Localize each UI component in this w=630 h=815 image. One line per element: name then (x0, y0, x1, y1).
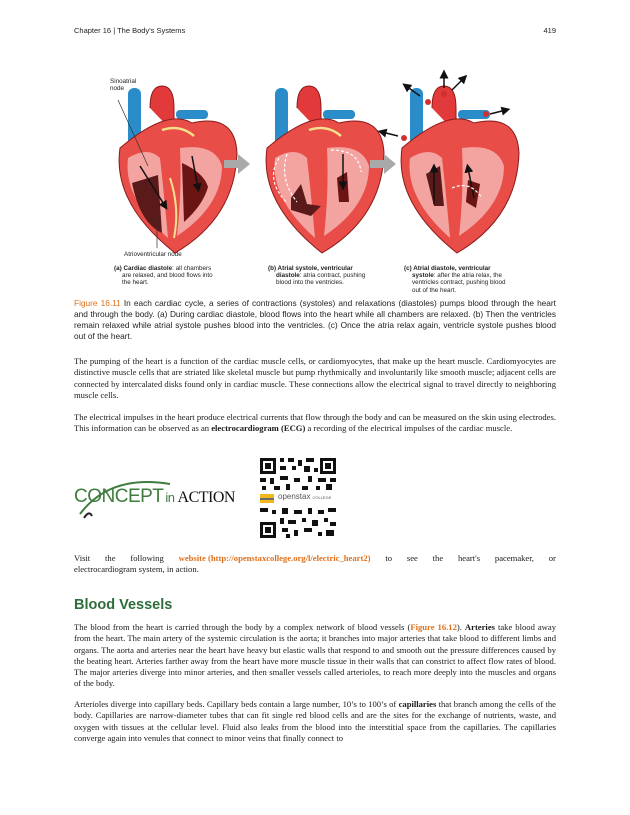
visit-word-4: to (385, 553, 393, 563)
cardiac-cycle-illustration (74, 48, 556, 298)
panel-c-title2: systole (412, 272, 434, 280)
figure-caption-text: In each cardiac cycle, a series of contractions (systoles) and relaxations (diastoles) pumps blood through the heart and through the body. (a) During cardiac diastole, blood flows into the heart while all chambers are relaxed. (b) Then the ventricles remain relaxed while atrial systole pushes blood into the ventricles. (c) Once the atria relax again, ventricle systole pushes blood out of the heart. (74, 298, 556, 342)
visit-word-8: pacemaker, (494, 553, 534, 563)
ecg-text-after: a recording of the electrical impulses of the cardiac muscle. (305, 423, 513, 434)
concept-word: CONCEPT (74, 486, 164, 507)
running-header-chapter: Chapter 16 | The Body's Systems (74, 26, 186, 35)
figure-caption (74, 298, 556, 342)
arteries-text-2: ). (456, 622, 465, 632)
figure-label: Figure 16.11 (74, 298, 121, 308)
capillaries-text-2: that branch among the cells of the body. Capillaries are narrow-diameter tubes that can fit single red blood cells and are the sites for the exchange of nutrients, waste, and oxygen with tissues at the cellular level. Fluid also leaks from the blood into the interstitial space from the capillaries. The capillaries converge again into venules that connect to minor veins that finally connect to (74, 699, 556, 743)
label-sinoatrial-node (110, 78, 136, 93)
panel-a-caption (114, 265, 240, 287)
panel-b-title: (b) Atrial systole, ventricular (268, 265, 353, 272)
visit-line-2: electrocardiogram system, in action. (74, 564, 199, 575)
page-number: 419 (543, 26, 556, 35)
paragraph-cardiomyocytes: The pumping of the heart is a function of the cardiac muscle cells, or cardiomyocytes, that make up the heart muscle. Cardiomyocytes are distinctive muscle cells that are striated like skeletal muscle but pump rhythmically and involuntarily like smooth muscle; adjacent cells are connected by intercalated disks found only in cardiac muscle. These connections allow the electrical signal to travel directly to neighboring muscle cells. (74, 356, 556, 400)
website-link[interactable] (179, 553, 371, 564)
arteries-text-1: The blood from the heart is carried through the body by a complex network of blood vessels ( (74, 622, 411, 632)
visit-word-6: the (432, 553, 444, 563)
label-sinoatrial-line2: node (110, 85, 125, 93)
paragraph-ecg (74, 412, 556, 435)
label-atrioventricular-node: Atrioventricular node (124, 251, 182, 258)
figure-16-11 (74, 48, 556, 298)
section-heading-blood-vessels: Blood Vessels (74, 597, 173, 613)
panel-a-line2: are relaxed, and blood flows into (122, 272, 213, 280)
concept-in-word: in (165, 490, 175, 505)
visit-word-2: the (105, 553, 116, 563)
panel-c-title: (c) Atrial diastole, ventricular (404, 265, 491, 272)
heart-a-diastole (119, 86, 237, 253)
label-sinoatrial-line1: Sinoatrial (110, 78, 137, 85)
panel-c-line4: out of the heart. (412, 286, 457, 294)
visit-website-paragraph (74, 553, 556, 576)
capillaries-term: capillaries (398, 699, 437, 709)
visit-word-1: Visit (74, 553, 91, 563)
arteries-text-3: take blood away from the heart. The main artery of the systemic circulation is the aorta; it branches into major arteries that take blood to different limbs and organs. The aorta and arteries near the heart have heavy but elastic walls that respond to and smooth out the pressure differences caused by the beating heart. Arteries farther away from the heart have more muscle tissue in their walls that can constrict to affect flow rates of blood. The major arteries diverge into minor arteries, and then smaller vessels called arterioles, to reach more deeply into the muscles and organs of the body. (74, 622, 556, 689)
heart-c-ventricular-systole (382, 74, 519, 253)
visit-word-7: heart's (457, 553, 481, 563)
concept-in-action-logo (70, 470, 240, 530)
qr-code-block[interactable] (258, 456, 338, 540)
openstax-brand: openstax (278, 492, 311, 501)
panel-c-caption (404, 265, 530, 294)
visit-word-5: see (406, 553, 418, 563)
openstax-college: COLLEGE (312, 495, 332, 500)
visit-word-3: following (130, 553, 164, 563)
figure-16-12-link[interactable]: Figure 16.12 (410, 622, 457, 632)
capillaries-text-1: Arterioles diverge into capillary beds. Capillary beds contain a large number, 10’s to 100’s of (74, 699, 399, 709)
visit-word-9: or (548, 553, 556, 563)
website-link-url[interactable]: (http://openstaxcollege.org/l/electric_heart2) (207, 553, 371, 563)
panel-a-title: (a) Cardiac diastole (114, 265, 173, 272)
heart-b-atrial-systole (266, 86, 384, 253)
panel-b-line3: blood into the ventricles. (276, 279, 344, 287)
paragraph-arteries (74, 622, 556, 690)
panel-b-text-first: : atria contract, pushing (299, 272, 366, 280)
concept-action-word: ACTION (177, 489, 235, 506)
paragraph-capillaries (74, 699, 556, 744)
panel-a-line3: the heart. (122, 279, 149, 287)
panel-b-title2: diastole (276, 272, 300, 280)
panel-c-line3: ventricles contract, pushing blood (412, 279, 506, 287)
arteries-term: Arteries (464, 622, 495, 632)
website-link-word[interactable]: website (178, 553, 206, 563)
ecg-text-before: The electrical impulses in the heart produce electrical currents that flow through the body and can be measured on the skin using electrodes. This information can be observed as an (74, 412, 556, 434)
panel-a-text-first: : all chambers (172, 265, 212, 272)
panel-c-text-first: : after the atria relax, the (433, 272, 502, 280)
ecg-term: electrocardiogram (ECG) (211, 423, 306, 434)
panel-b-caption (268, 265, 394, 287)
